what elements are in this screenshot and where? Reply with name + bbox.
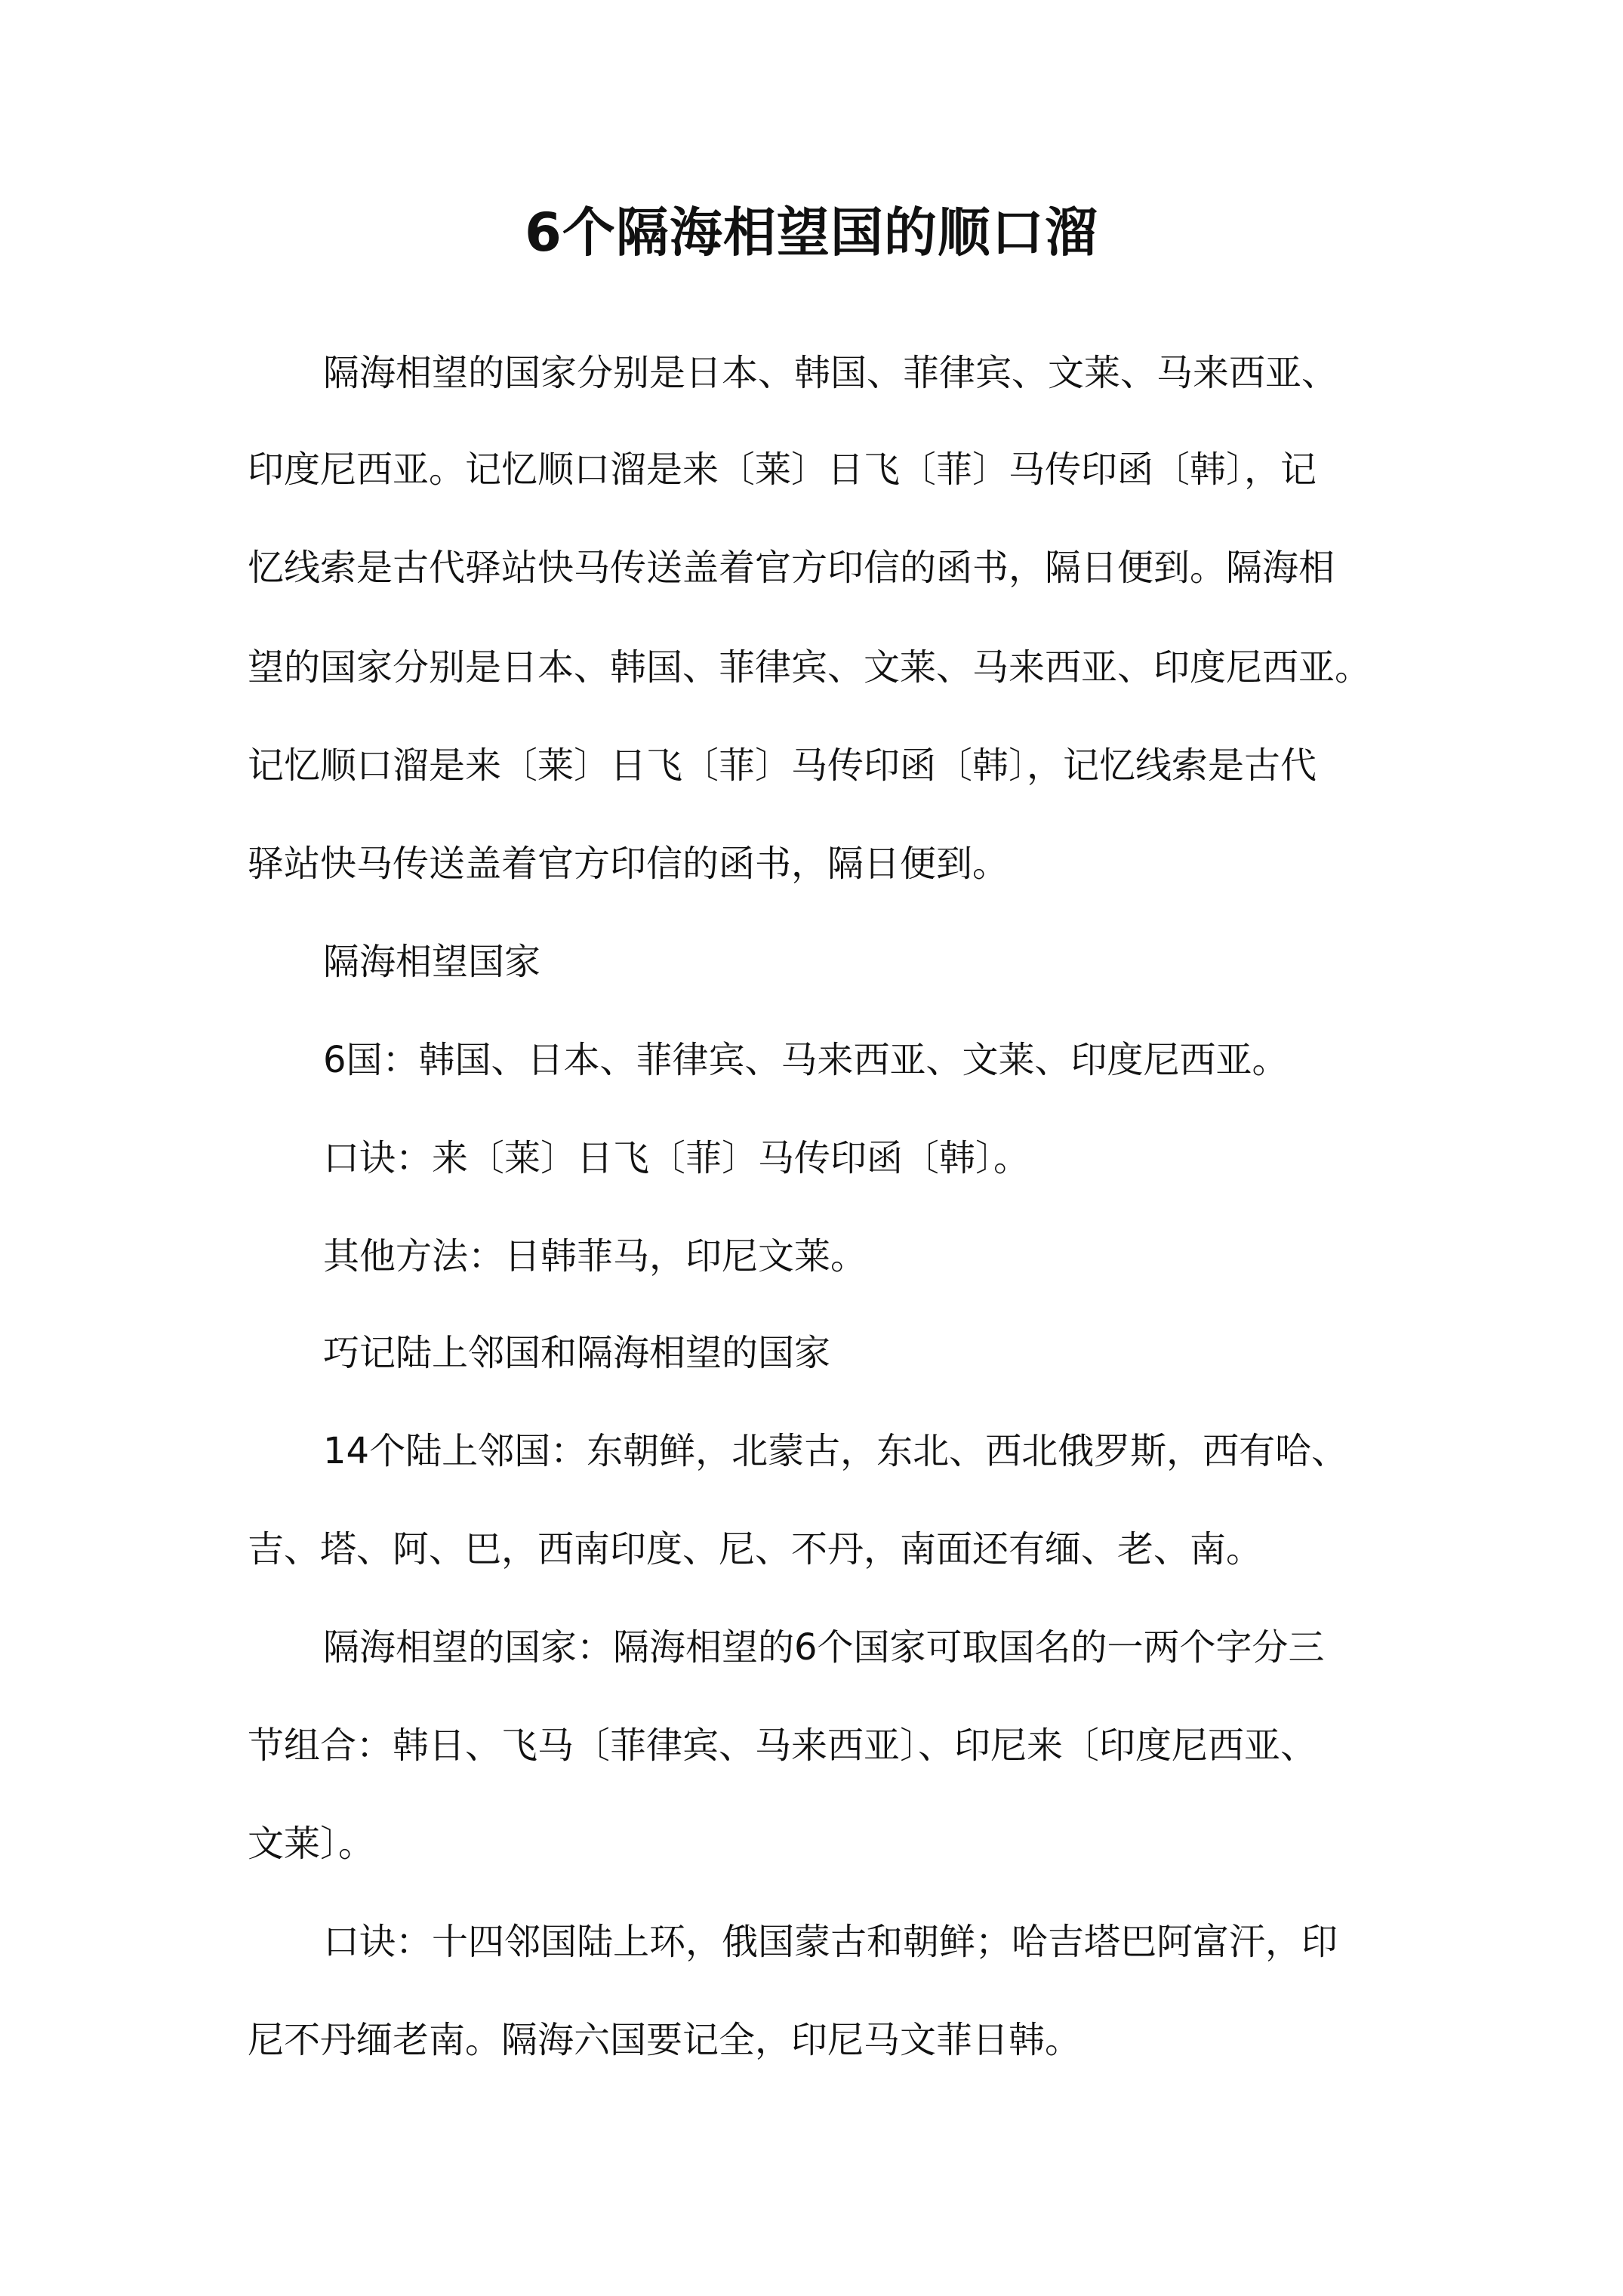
text-line: 巧记陆上邻国和隔海相望的国家 <box>323 1332 831 1374</box>
text-line: 口诀：十四邻国陆上环，俄国蒙古和朝鲜；哈吉塔巴阿富汗，印 <box>323 1921 1338 1963</box>
text-line: 吉、塔、阿、巴，西南印度、尼、不丹，南面还有缅、老、南。 <box>248 1528 1263 1570</box>
text-line: 记忆顺口溜是来〔莱〕日飞〔菲〕马传印函〔韩〕，记忆线索是古代 <box>248 744 1317 787</box>
text-line: 隔海相望的国家分别是日本、韩国、菲律宾、文莱、马来西亚、 <box>323 352 1338 394</box>
text-line: 尼不丹缅老南。隔海六国要记全，印尼马文菲日韩。 <box>248 2019 1082 2061</box>
text-line: 驿站快马传送盖着官方印信的函书，隔日便到。 <box>248 843 1009 885</box>
text-line: 隔海相望国家 <box>323 941 541 983</box>
text-line: 隔海相望的国家：隔海相望的6个国家可取国名的一两个字分三 <box>323 1626 1325 1669</box>
text-line: 其他方法：日韩菲马，印尼文莱。 <box>323 1235 867 1277</box>
text-line: 6国：韩国、日本、菲律宾、马来西亚、文莱、印度尼西亚。 <box>323 1039 1289 1081</box>
text-line: 节组合：韩日、飞马〔菲律宾、马来西亚〕、印尼来〔印度尼西亚、 <box>248 1724 1317 1767</box>
text-line: 印度尼西亚。记忆顺口溜是来〔莱〕日飞〔菲〕马传印函〔韩〕，记 <box>248 448 1317 491</box>
text-line: 文莱〕。 <box>248 1823 375 1865</box>
page-title: 6个隔海相望国的顺口溜 <box>525 202 1098 264</box>
text-line: 望的国家分别是日本、韩国、菲律宾、文莱、马来西亚、印度尼西亚。 <box>248 646 1372 689</box>
text-line: 忆线索是古代驿站快马传送盖着官方印信的函书，隔日便到。隔海相 <box>248 547 1335 589</box>
text-line: 口诀：来〔莱〕日飞〔菲〕马传印函〔韩〕。 <box>323 1137 1030 1179</box>
text-line: 14个陆上邻国：东朝鲜，北蒙古，东北、西北俄罗斯，西有哈、 <box>323 1430 1348 1472</box>
